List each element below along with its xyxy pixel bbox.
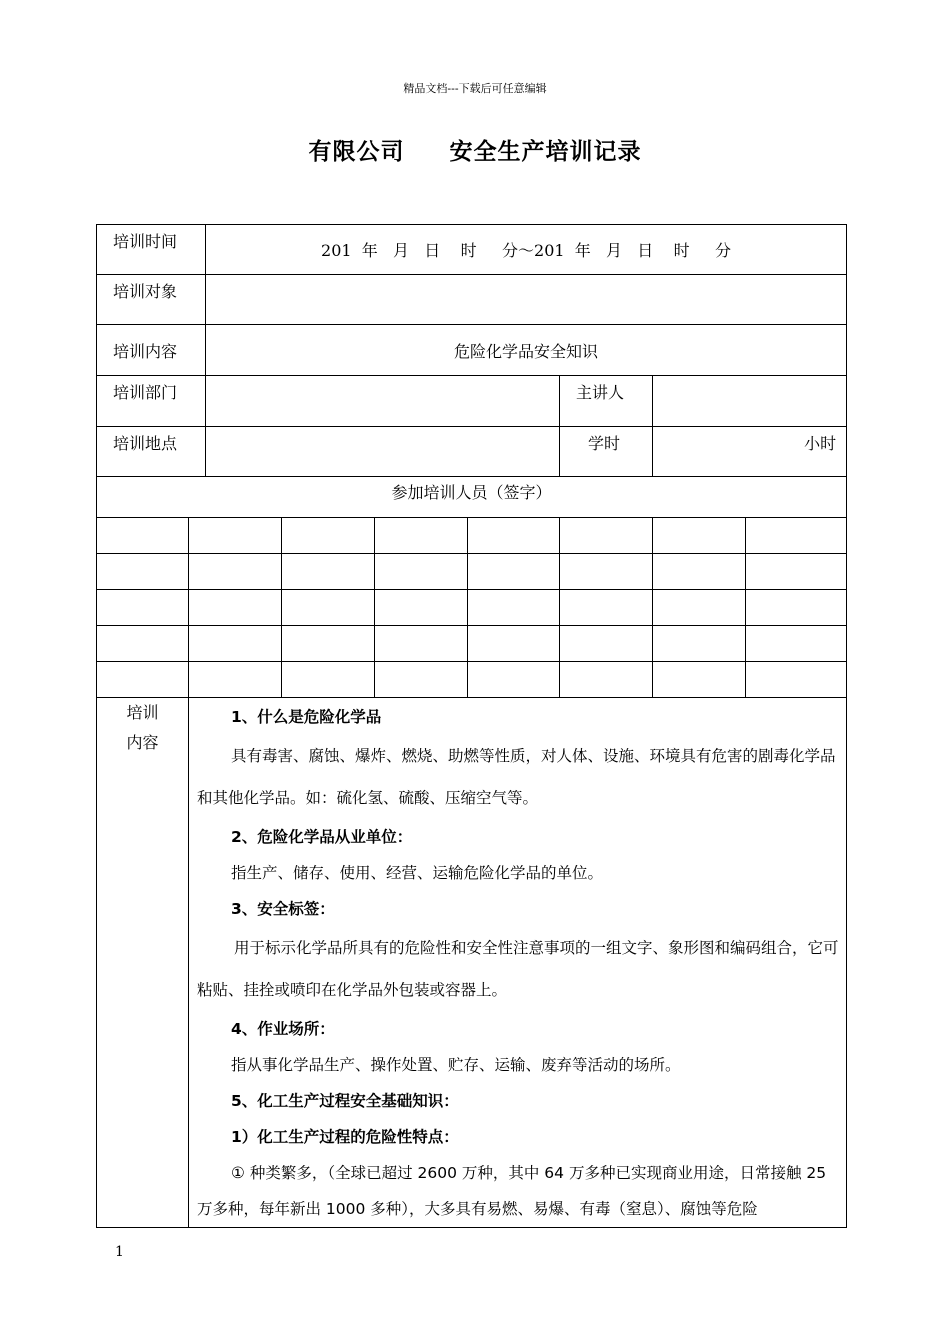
- signature-cell[interactable]: [746, 662, 847, 698]
- attendees-header: 参加培训人员（签字）: [97, 477, 847, 518]
- hours-field[interactable]: 小时: [653, 427, 847, 477]
- signature-cell[interactable]: [468, 626, 560, 662]
- page-title: 有限公司 安全生产培训记录: [308, 139, 642, 165]
- target-field[interactable]: [206, 275, 847, 325]
- content-paragraph: 用于标示化学品所具有的危险性和安全性注意事项的一组文字、象形图和编码组合，它可粘贴、挂拴或喷印在化学品外包装或容器上。: [197, 939, 839, 999]
- content-heading-4: 4、作业场所：: [231, 1020, 335, 1038]
- signature-cell[interactable]: [468, 662, 560, 698]
- signature-cell[interactable]: [560, 626, 653, 662]
- time-label: 培训时间: [97, 225, 206, 275]
- signature-cell[interactable]: [282, 662, 375, 698]
- content-paragraph: ① 种类繁多，（全球已超过 2600 万种，其中 64 万多种已实现商业用途，日常接触 25 万多种，每年新出 1000 多种），大多具有易燃、易爆、有毒（窒息）、腐蚀等危险: [197, 1164, 827, 1218]
- signature-row: [97, 554, 847, 590]
- signature-row: [97, 626, 847, 662]
- training-content-label-line1: 培训: [126, 703, 159, 722]
- signature-cell[interactable]: [375, 554, 468, 590]
- signature-cell[interactable]: [282, 590, 375, 626]
- signature-cell[interactable]: [375, 518, 468, 554]
- signature-cell[interactable]: [189, 590, 282, 626]
- training-record-form: [96, 224, 847, 1228]
- place-label: 培训地点: [97, 427, 206, 477]
- signature-cell[interactable]: [375, 590, 468, 626]
- content-heading-5: 5、化工生产过程安全基础知识：: [231, 1092, 459, 1110]
- signature-cell[interactable]: [189, 626, 282, 662]
- signature-cell[interactable]: [746, 518, 847, 554]
- signature-cell[interactable]: [653, 590, 746, 626]
- content-paragraph: 指从事化学品生产、操作处置、贮存、运输、废弃等活动的场所。: [231, 1056, 681, 1074]
- content-title-label: 培训内容: [97, 325, 206, 376]
- signature-cell[interactable]: [746, 554, 847, 590]
- signature-cell[interactable]: [560, 590, 653, 626]
- signature-cell[interactable]: [653, 518, 746, 554]
- training-content-body: [189, 698, 847, 1228]
- signature-cell[interactable]: [375, 626, 468, 662]
- signature-cell[interactable]: [282, 554, 375, 590]
- target-label: 培训对象: [97, 275, 206, 325]
- time-field[interactable]: 201 年 月 日 时 分～201 年 月 日 时 分: [206, 225, 847, 275]
- signature-cell[interactable]: [97, 662, 189, 698]
- speaker-label: 主讲人: [560, 376, 653, 427]
- signature-cell[interactable]: [282, 626, 375, 662]
- content-heading-3: 3、安全标签：: [231, 900, 335, 918]
- signature-cell[interactable]: [189, 518, 282, 554]
- dept-field[interactable]: [206, 376, 560, 427]
- content-heading-1: 1、什么是危险化学品: [231, 708, 382, 726]
- signature-cell[interactable]: [560, 518, 653, 554]
- signature-cell[interactable]: [189, 662, 282, 698]
- training-content-label: [97, 698, 189, 1228]
- signature-cell[interactable]: [560, 662, 653, 698]
- speaker-field[interactable]: [653, 376, 847, 427]
- signature-cell[interactable]: [653, 662, 746, 698]
- dept-label: 培训部门: [97, 376, 206, 427]
- signature-cell[interactable]: [746, 626, 847, 662]
- signature-cell[interactable]: [468, 554, 560, 590]
- signature-cell[interactable]: [468, 590, 560, 626]
- signature-cell[interactable]: [375, 662, 468, 698]
- content-subheading-1: 1）化工生产过程的危险性特点：: [231, 1128, 459, 1146]
- training-content-label-line2: 内容: [126, 733, 159, 752]
- content-title-value: 危险化学品安全知识: [206, 325, 847, 376]
- header-note: 精品文档---下载后可任意编辑: [403, 82, 547, 95]
- signature-cell[interactable]: [746, 590, 847, 626]
- signature-cell[interactable]: [468, 518, 560, 554]
- signature-cell[interactable]: [97, 590, 189, 626]
- hours-label: 学时: [560, 427, 653, 477]
- place-field[interactable]: [206, 427, 560, 477]
- page-number: 1: [115, 1244, 124, 1260]
- content-paragraph: 具有毒害、腐蚀、爆炸、燃烧、助燃等性质，对人体、设施、环境具有危害的剧毒化学品和其他化学品。如：硫化氢、硫酸、压缩空气等。: [197, 747, 836, 807]
- content-heading-2: 2、危险化学品从业单位：: [231, 828, 413, 846]
- signature-cell[interactable]: [189, 554, 282, 590]
- signature-cell[interactable]: [97, 626, 189, 662]
- signature-row: [97, 590, 847, 626]
- signature-cell[interactable]: [653, 554, 746, 590]
- signature-cell[interactable]: [282, 518, 375, 554]
- signature-cell[interactable]: [653, 626, 746, 662]
- signature-row: [97, 518, 847, 554]
- signature-cell[interactable]: [560, 554, 653, 590]
- content-paragraph: 指生产、储存、使用、经营、运输危险化学品的单位。: [231, 864, 604, 882]
- signature-cell[interactable]: [97, 554, 189, 590]
- signature-row: [97, 662, 847, 698]
- signature-cell[interactable]: [97, 518, 189, 554]
